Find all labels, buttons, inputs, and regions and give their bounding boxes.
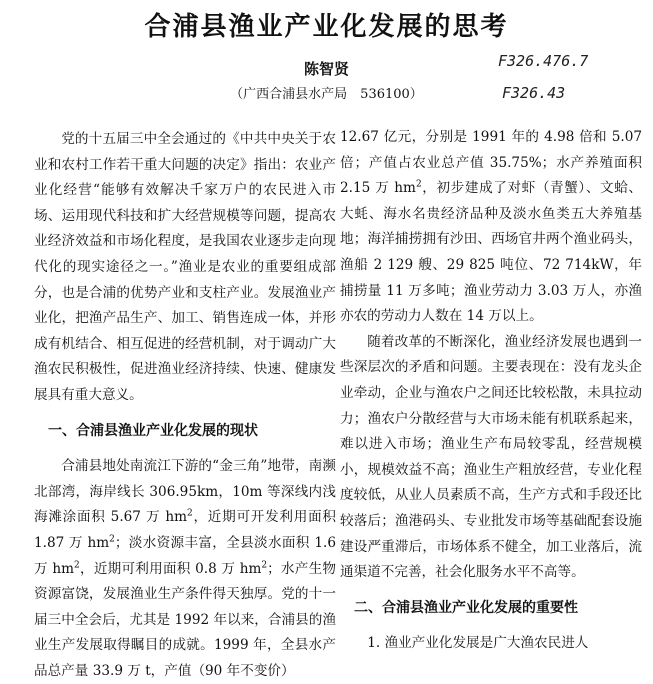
status-text-b: ，近期可开发利用面积 1.87 万 hm xyxy=(34,509,336,551)
handwritten-classification-code: F326.476.7 xyxy=(498,52,589,70)
superscript-2: 2 xyxy=(109,534,115,545)
author-affiliation: （广西合浦县水产局 536100） xyxy=(230,87,423,102)
author-name: 陈智贤 xyxy=(303,60,349,78)
page-title: 合浦县渔业产业化发展的思考 xyxy=(144,12,509,42)
status-text-c: ；淡水资源丰富，全县淡水面积 1.6 万 hm xyxy=(34,534,336,577)
numbered-item-1: 1. 渔业产业化发展是广大渔农民进人 xyxy=(367,635,589,652)
status-text-d: ，近期可利用面积 0.8 万 hm xyxy=(79,560,262,577)
continued-text-a: 12.67 亿元，分别是 1991 年的 4.98 倍和 5.07 倍；产值占农业总产值 35.75%；水产养殖面积 2.15 万 hm xyxy=(340,129,642,197)
status-continued-paragraph xyxy=(340,125,642,330)
right-column xyxy=(340,125,642,657)
continued-text-b: ，初步建成了对虾（青蟹）、文蛤、大蚝、海水名贵经济品种及淡水鱼类五大养殖基地；海洋捕捞拥有沙田、西场官井两个渔业码头，渔船 2 129 艘、29 825 吨位、72 714kW，年捕捞量 11 万多吨；渔业劳动力 3.03 万人，亦渔亦农的劳动力人数在 14 万以上。 xyxy=(340,180,642,325)
left-column xyxy=(34,127,336,684)
section-heading-1: 一、合浦县渔业产业化发展的现状 xyxy=(48,422,258,439)
problems-paragraph: 随着改革的不断深化，渔业经济发展也遇到一些深层次的矛盾和问题。主要表现在：没有龙头企业牵动，企业与渔农户之间还比较松散，未具拉动力；渔农户分散经营与大市场未能有机联系起来，难以进入市场；渔业生产布局较零乱，经营规模小，规模效益不高；渔业生产粗放经营，专业化程度较低，从业人员素质不高，生产方式和手段还比较落后；渔港码头、专业批发市场等基础配套设施建设严重滞后，市场体系不健全，加工业落后，流通渠道不完善，社会化服务水平不高等。 xyxy=(340,333,642,581)
superscript-2: 2 xyxy=(187,508,193,519)
status-text-a: 合浦县地处南流江下游的“金三角”地带，南濒北部湾，海岸线长 306.95km，10m 等深线内浅海滩涂面积 5.67 万 hm xyxy=(34,458,336,526)
section-heading-2: 二、合浦县渔业产业化发展的重要性 xyxy=(354,599,578,616)
superscript-2: 2 xyxy=(261,559,268,570)
superscript-2: 2 xyxy=(415,179,422,190)
status-paragraph xyxy=(34,454,336,684)
superscript-2: 2 xyxy=(74,559,80,570)
intro-paragraph: 党的十五届三中全会通过的《中共中央关于农业和农村工作若干重大问题的决定》指出：农业产业化经营“能够有效解决千家万户的农民进入市场、运用现代科技和扩大经营规模等问题，提高农业经济效益和市场化程度，是我国农业逐步走向现代化的现实途径之一。”渔业是农业的重要组成部分，也是合浦的优势产业和支柱产业。发展渔业产业化，把渔产品生产、加工、销售连成一体，并形成有机结合、相互促进的经营机制，对于调动广大渔农民积极性，促进渔业经济持续、快速、健康发展具有重大意义。 xyxy=(34,131,336,403)
status-text-e: ；水产生物资源富饶，发展渔业生产条件得天独厚。党的十一届三中全会后，尤其是 1992 年以来，合浦县的渔业生产发展取得瞩目的成就。1999 年，全县水产品总产量 33.9 万 t，产值（90 年不变价） xyxy=(34,560,337,679)
handwritten-classification-code-2: F326.43 xyxy=(502,84,566,102)
